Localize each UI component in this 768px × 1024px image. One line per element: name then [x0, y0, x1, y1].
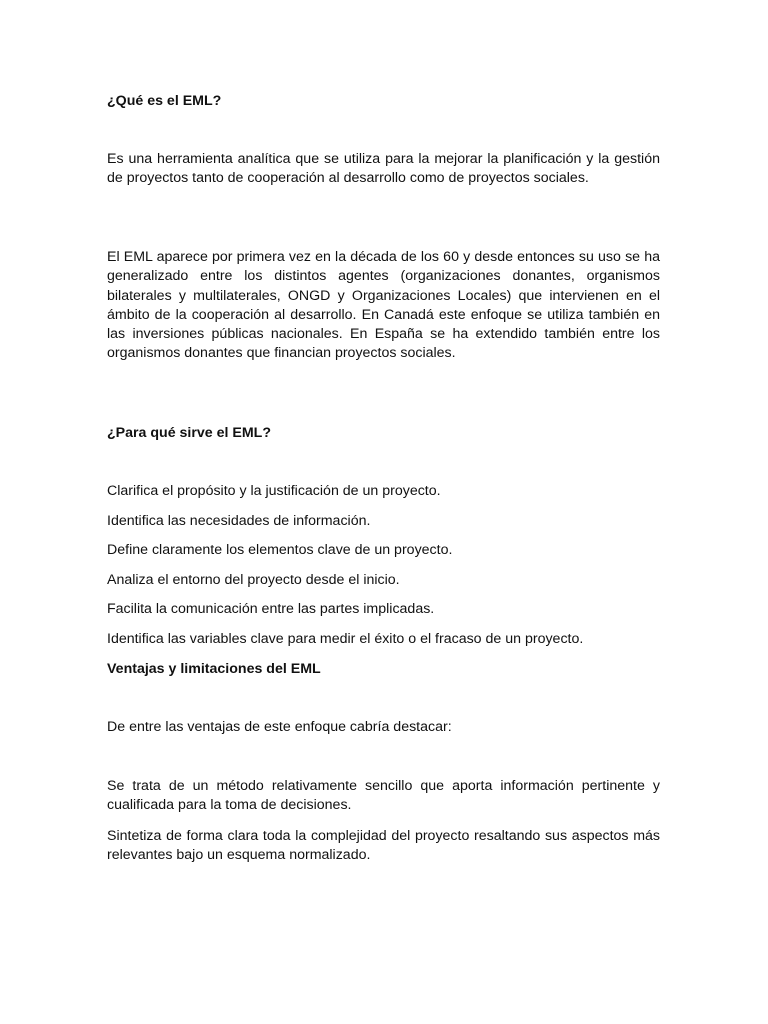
use-item: Identifica las necesidades de información.	[107, 513, 371, 529]
advantage-item: Sintetiza de forma clara toda la complejidad del proyecto resaltando sus aspectos más relevantes bajo un esquema normalizado.	[107, 828, 660, 864]
heading-what-is-eml: ¿Qué es el EML?	[107, 93, 222, 109]
paragraph-advantages-intro: De entre las ventajas de este enfoque cabría destacar:	[107, 719, 452, 735]
use-item: Identifica las variables clave para medir el éxito o el fracaso de un proyecto.	[107, 631, 584, 647]
use-item: Clarifica el propósito y la justificación de un proyecto.	[107, 483, 441, 499]
use-item: Facilita la comunicación entre las partes implicadas.	[107, 601, 435, 617]
use-item: Define claramente los elementos clave de un proyecto.	[107, 542, 453, 558]
paragraph-history: El EML aparece por primera vez en la década de los 60 y desde entonces su uso se ha generalizado entre los distintos agentes (organizaciones donantes, organismos bilaterales y multilaterales, ONGD y Organizaciones Locales) que intervienen en el ámbito de la cooperación al desarrollo. En Canadá este enfoque se utiliza también en las inversiones públicas nacionales. En España se ha extendido también entre los organismos donantes que financian proyectos sociales.	[107, 249, 660, 362]
advantage-item: Se trata de un método relativamente sencillo que aporta información pertinente y cualificada para la toma de decisiones.	[107, 778, 660, 814]
heading-advantages-limitations: Ventajas y limitaciones del EML	[107, 661, 321, 677]
use-item: Analiza el entorno del proyecto desde el inicio.	[107, 572, 400, 588]
heading-purpose: ¿Para qué sirve el EML?	[107, 425, 272, 441]
paragraph-definition: Es una herramienta analítica que se utiliza para la mejorar la planificación y la gestión de proyectos tanto de cooperación al desarrollo como de proyectos sociales.	[107, 151, 660, 187]
